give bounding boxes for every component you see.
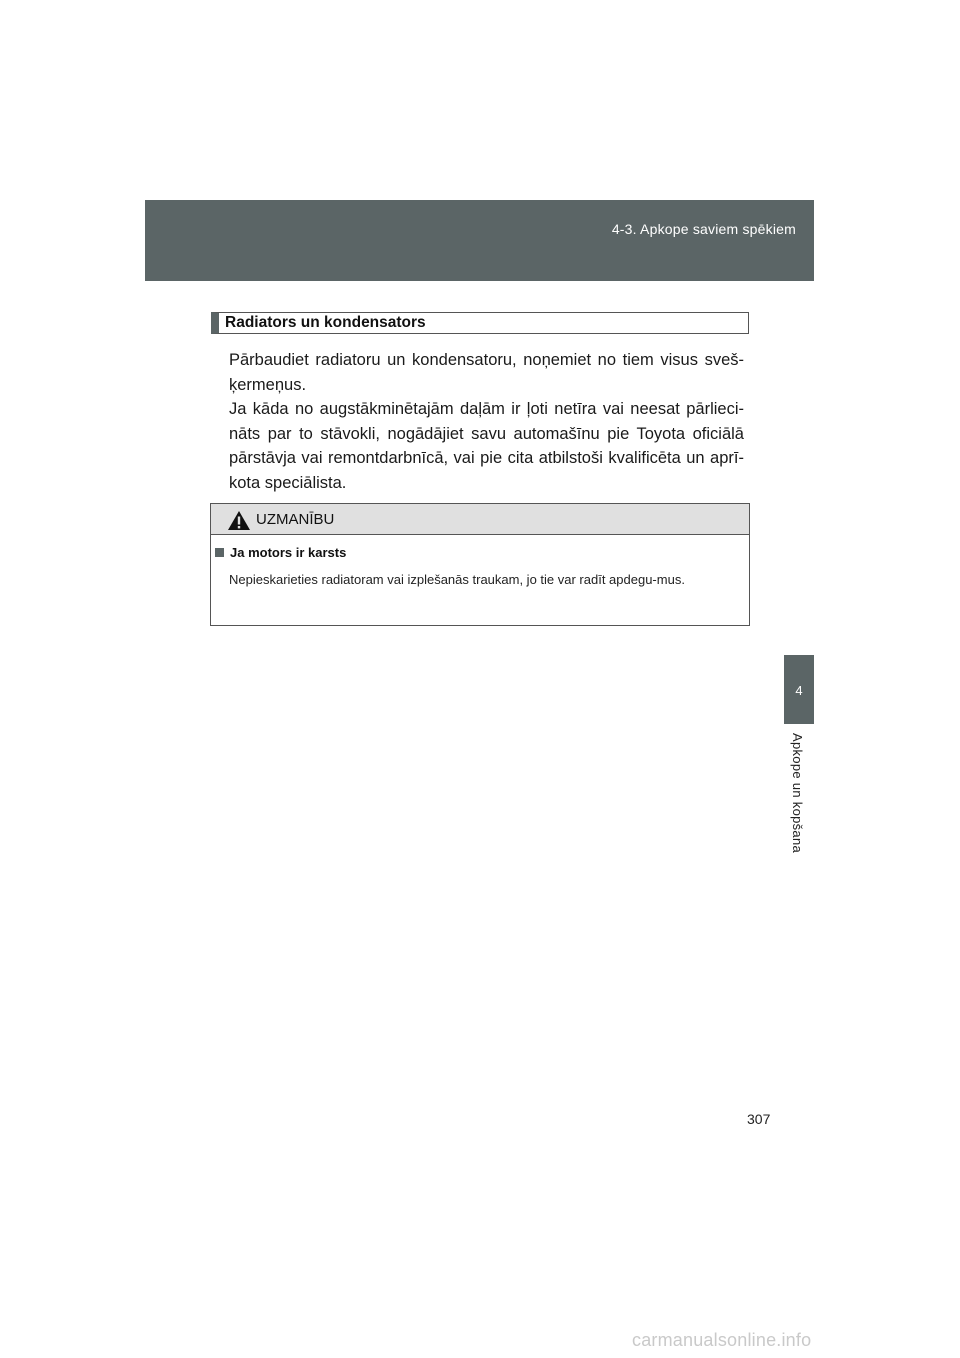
chapter-side-tab	[784, 655, 814, 724]
warning-triangle-icon	[227, 510, 251, 531]
caution-box	[210, 503, 750, 626]
caution-subheading	[215, 545, 346, 560]
body-paragraph: Ja kāda no augstākminētajām daļām ir ļoti netīra vai neesat pārlieci-nāts par to stāvokli, nogādājiet savu automašīnu pie Toyota oficiālā pārstāvja vai remontdarbnīcā, vai pie cita atbilstoši kvalificēta un aprī-kota speciālista.	[229, 400, 744, 492]
caution-subheading-text: Ja motors ir karsts	[230, 545, 347, 560]
chapter-side-label: Apkope un kopšana	[790, 733, 805, 854]
caution-text: Nepieskarieties radiatoram vai izplešanās traukam, jo tie var radīt apdegu-mus.	[229, 572, 685, 587]
section-title: Radiators un kondensators	[211, 312, 749, 334]
square-bullet-icon	[215, 548, 224, 557]
page-number: 307	[747, 1111, 771, 1127]
body-paragraph: Pārbaudiet radiatoru un kondensatoru, noņemiet no tiem visus sveš-ķermeņus.	[229, 351, 744, 394]
caution-title: UZMANĪBU	[256, 511, 335, 528]
chapter-number: 4	[795, 683, 803, 698]
chapter-section-title: 4-3. Apkope saviem spēkiem	[611, 221, 796, 237]
section-body	[229, 348, 744, 495]
chapter-header-band	[145, 200, 814, 281]
caution-header	[211, 504, 749, 535]
watermark: carmanualsonline.info	[632, 1330, 812, 1350]
